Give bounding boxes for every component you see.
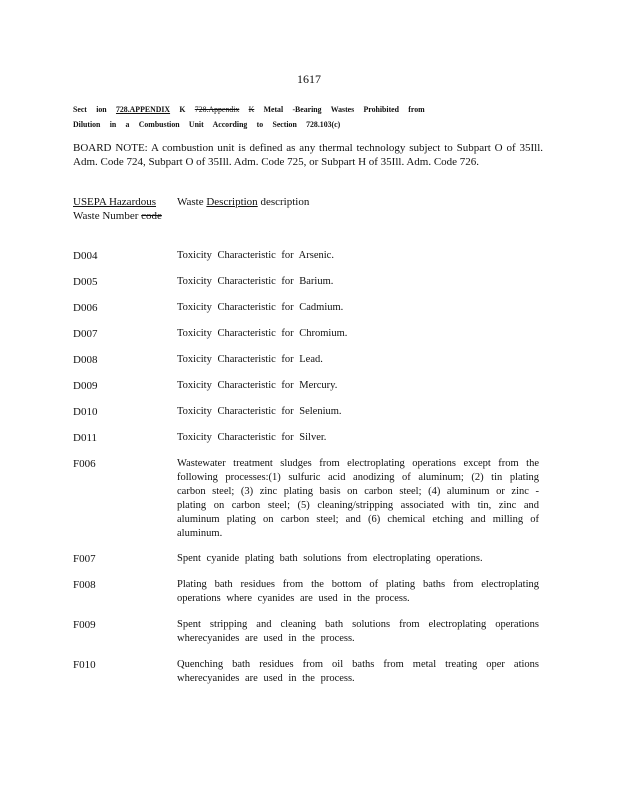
waste-description: Toxicity Characteristic for Silver. — [177, 432, 327, 443]
table-header-description — [177, 195, 377, 209]
waste-description: Toxicity Characteristic for Cadmium. — [177, 302, 344, 313]
waste-description: Toxicity Characteristic for Chromium. — [177, 328, 348, 339]
section-heading-k: K — [179, 104, 186, 114]
waste-description: Toxicity Characteristic for Lead. — [177, 354, 323, 365]
waste-code: D004 — [73, 250, 98, 262]
section-heading — [73, 102, 469, 132]
table-header-code-plain: Waste Number — [73, 210, 139, 222]
waste-code: D007 — [73, 328, 98, 340]
waste-description: Toxicity Characteristic for Arsenic. — [177, 250, 334, 261]
waste-description: Spent stripping and cleaning bath solutions from electroplating operations wherecyanides are used in the process. — [177, 619, 539, 644]
section-heading-rest: Metal -Bearing Wastes Prohibited from — [263, 104, 425, 114]
waste-code: F009 — [73, 619, 96, 631]
waste-code: D006 — [73, 302, 98, 314]
waste-code: D005 — [73, 276, 98, 288]
waste-code: F007 — [73, 553, 96, 565]
waste-code: D008 — [73, 354, 98, 366]
waste-description: Toxicity Characteristic for Selenium. — [177, 406, 342, 417]
waste-description: Wastewater treatment sludges from electroplating operations except from the following processes:(1) sulfuric acid anodizing of aluminum; (2) tin plating carbon steel; (3) zinc plating basis on carbon steel; (4) aluminum or zinc -plating on carbon steel; (5) cleaning/stripping associated with tin, zinc and aluminum plating on carbon steel; and (6) chemical etching and milling of aluminum. — [177, 458, 539, 539]
section-heading-line-2: Dilution in a Combustion Unit According to Section 728.103(c) — [73, 119, 341, 129]
waste-description: Quenching bath residues from oil baths from metal treating oper ations wherecyanides are used in the process. — [177, 659, 539, 684]
section-heading-added-text: 728.APPENDIX — [115, 104, 171, 114]
waste-code: F006 — [73, 458, 96, 470]
table-header-code-underlined: USEPA Hazardous — [73, 196, 157, 208]
waste-description: Toxicity Characteristic for Barium. — [177, 276, 334, 287]
section-heading-prefix: Sect ion — [73, 104, 107, 114]
waste-description: Toxicity Characteristic for Mercury. — [177, 380, 338, 391]
waste-code: D010 — [73, 406, 98, 418]
waste-description: Spent cyanide plating bath solutions from electroplating operations. — [177, 553, 483, 564]
waste-description: Plating bath residues from the bottom of plating baths from electroplating operations where cyanides are used in the process. — [177, 579, 539, 604]
table-header-code-struck: code — [141, 210, 162, 222]
waste-code: D009 — [73, 380, 98, 392]
section-heading-struck-text: 728.Appendix — [194, 104, 240, 114]
table-header-code — [73, 195, 173, 223]
page-number: 1617 — [297, 72, 321, 86]
table-header-description-underlined: Description — [206, 196, 258, 208]
table-header-description-plain: Waste — [177, 196, 204, 208]
waste-code: F008 — [73, 579, 96, 591]
section-heading-struck-k: K — [248, 104, 255, 114]
section-heading-line-1 — [73, 102, 469, 117]
board-note: BOARD NOTE: A combustion unit is defined as any thermal technology subject to Subpart O of 35Ill. Adm. Code 724, Subpart O of 35Ill. Adm. Code 725, or Subpart H of 35Ill. Adm. Code 726. — [73, 142, 543, 168]
waste-code: F010 — [73, 659, 96, 671]
table-header-description-trailing: description — [260, 196, 310, 208]
waste-code: D011 — [73, 432, 98, 444]
